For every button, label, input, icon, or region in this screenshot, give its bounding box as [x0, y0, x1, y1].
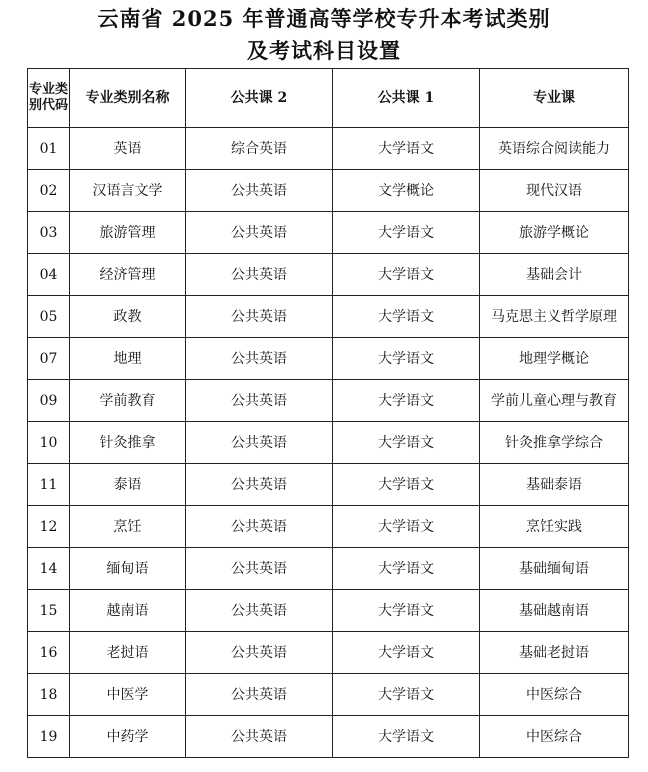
table-row: [28, 506, 629, 548]
table-row: [28, 212, 629, 254]
cell-course-1: 文学概论: [333, 170, 480, 212]
table-row: [28, 128, 629, 170]
cell-major-course: 马克思主义哲学原理: [480, 296, 629, 338]
header-major-course: 专业课: [480, 69, 629, 128]
cell-major-course: 基础老挝语: [480, 632, 629, 674]
cell-category-name: 学前教育: [70, 380, 186, 422]
cell-category-name: 中医学: [70, 674, 186, 716]
cell-code: 09: [28, 380, 70, 422]
cell-major-course: 中医综合: [480, 674, 629, 716]
cell-major-course: 现代汉语: [480, 170, 629, 212]
cell-major-course: 地理学概论: [480, 338, 629, 380]
cell-code: 07: [28, 338, 70, 380]
header-course-2: 公共课 2: [186, 69, 333, 128]
header-code: 专业类别代码: [28, 69, 70, 128]
cell-course-2: 公共英语: [186, 212, 333, 254]
table-row: [28, 380, 629, 422]
cell-course-1: 大学语文: [333, 506, 480, 548]
cell-code: 05: [28, 296, 70, 338]
cell-course-2: 公共英语: [186, 254, 333, 296]
cell-course-2: 公共英语: [186, 422, 333, 464]
cell-code: 16: [28, 632, 70, 674]
table-header-row: [28, 69, 629, 128]
cell-course-2: 公共英语: [186, 632, 333, 674]
cell-category-name: 汉语言文学: [70, 170, 186, 212]
header-course-1: 公共课 1: [333, 69, 480, 128]
cell-major-course: 基础缅甸语: [480, 548, 629, 590]
cell-course-1: 大学语文: [333, 296, 480, 338]
cell-code: 04: [28, 254, 70, 296]
cell-course-1: 大学语文: [333, 548, 480, 590]
cell-course-1: 大学语文: [333, 674, 480, 716]
cell-code: 15: [28, 590, 70, 632]
cell-category-name: 中药学: [70, 716, 186, 758]
cell-course-1: 大学语文: [333, 590, 480, 632]
cell-course-1: 大学语文: [333, 632, 480, 674]
page-title-line-2: 及考试科目设置: [247, 38, 401, 63]
cell-category-name: 地理: [70, 338, 186, 380]
header-name: 专业类别名称: [70, 69, 186, 128]
cell-course-2: 公共英语: [186, 464, 333, 506]
cell-course-2: 公共英语: [186, 296, 333, 338]
exam-subjects-table: [27, 68, 629, 758]
cell-category-name: 英语: [70, 128, 186, 170]
cell-category-name: 缅甸语: [70, 548, 186, 590]
cell-course-2: 公共英语: [186, 590, 333, 632]
cell-category-name: 旅游管理: [70, 212, 186, 254]
cell-course-1: 大学语文: [333, 254, 480, 296]
cell-category-name: 经济管理: [70, 254, 186, 296]
table-row: [28, 632, 629, 674]
cell-course-1: 大学语文: [333, 422, 480, 464]
cell-major-course: 学前儿童心理与教育: [480, 380, 629, 422]
cell-code: 12: [28, 506, 70, 548]
cell-code: 01: [28, 128, 70, 170]
cell-course-1: 大学语文: [333, 380, 480, 422]
cell-category-name: 烹饪: [70, 506, 186, 548]
cell-category-name: 针灸推拿: [70, 422, 186, 464]
cell-course-1: 大学语文: [333, 128, 480, 170]
table-body: [28, 128, 629, 758]
cell-course-2: 公共英语: [186, 380, 333, 422]
cell-code: 03: [28, 212, 70, 254]
cell-major-course: 烹饪实践: [480, 506, 629, 548]
cell-major-course: 中医综合: [480, 716, 629, 758]
table-row: [28, 254, 629, 296]
cell-course-1: 大学语文: [333, 716, 480, 758]
cell-code: 14: [28, 548, 70, 590]
cell-category-name: 越南语: [70, 590, 186, 632]
cell-major-course: 基础泰语: [480, 464, 629, 506]
cell-course-2: 公共英语: [186, 674, 333, 716]
cell-course-2: 公共英语: [186, 548, 333, 590]
cell-category-name: 泰语: [70, 464, 186, 506]
table-row: [28, 338, 629, 380]
cell-major-course: 基础越南语: [480, 590, 629, 632]
page-title-line-1: 云南省 2025 年普通高等学校专升本考试类别: [97, 6, 551, 31]
table-row: [28, 464, 629, 506]
table-row: [28, 422, 629, 464]
cell-code: 10: [28, 422, 70, 464]
cell-course-1: 大学语文: [333, 212, 480, 254]
table-row: [28, 590, 629, 632]
cell-course-1: 大学语文: [333, 464, 480, 506]
cell-category-name: 老挝语: [70, 632, 186, 674]
cell-course-2: 综合英语: [186, 128, 333, 170]
table-row: [28, 548, 629, 590]
cell-category-name: 政教: [70, 296, 186, 338]
cell-course-2: 公共英语: [186, 716, 333, 758]
cell-major-course: 英语综合阅读能力: [480, 128, 629, 170]
cell-code: 11: [28, 464, 70, 506]
cell-code: 19: [28, 716, 70, 758]
cell-major-course: 针灸推拿学综合: [480, 422, 629, 464]
cell-major-course: 旅游学概论: [480, 212, 629, 254]
table-row: [28, 716, 629, 758]
cell-course-2: 公共英语: [186, 170, 333, 212]
cell-code: 18: [28, 674, 70, 716]
cell-code: 02: [28, 170, 70, 212]
cell-major-course: 基础会计: [480, 254, 629, 296]
cell-course-2: 公共英语: [186, 338, 333, 380]
table-row: [28, 674, 629, 716]
cell-course-1: 大学语文: [333, 338, 480, 380]
cell-course-2: 公共英语: [186, 506, 333, 548]
table-row: [28, 170, 629, 212]
table-row: [28, 296, 629, 338]
